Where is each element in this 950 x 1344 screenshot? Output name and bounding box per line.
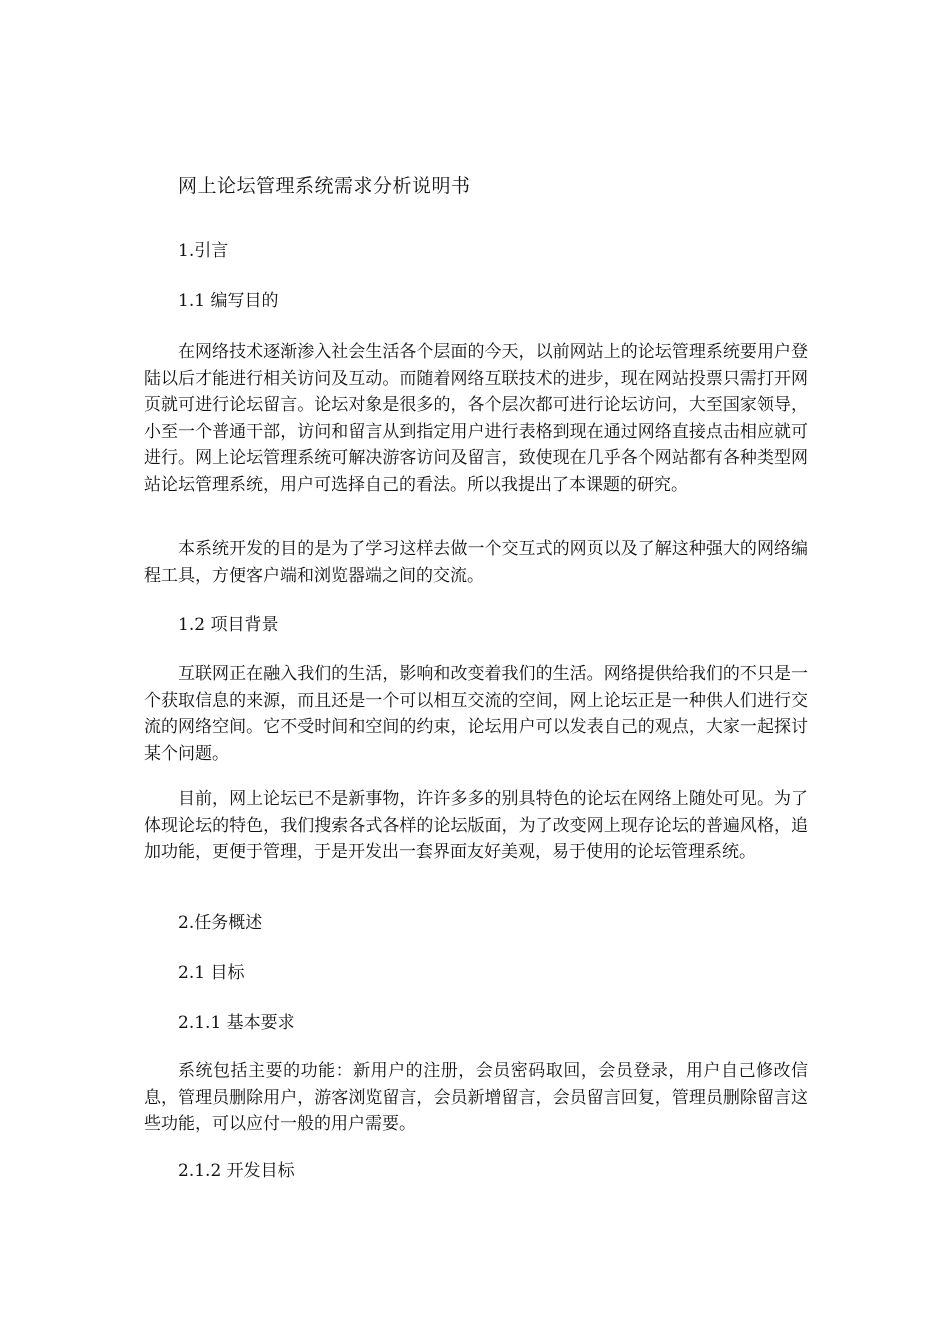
- paragraph-1-2-b: 目前，网上论坛已不是新事物，许许多多的别具特色的论坛在网络上随处可见。为了体现论坛的特色，我们搜索各式各样的论坛版面，为了改变网上现存论坛的普遍风格，追加功能，更便于管理，于是开发出一套界面友好美观，易于使用的论坛管理系统。: [144, 789, 808, 863]
- section-heading-2: 2.任务概述: [178, 913, 263, 933]
- section-heading-2-1-2: 2.1.2 开发目标: [178, 1161, 295, 1181]
- paragraph-1-1-b: 本系统开发的目的是为了学习这样去做一个交互式的网页以及了解这种强大的网络编程工具，方便客户端和浏览器端之间的交流。: [144, 539, 808, 586]
- section-heading-1-2: 1.2 项目背景: [178, 615, 279, 635]
- section-heading-1-1: 1.1 编写目的: [178, 291, 279, 311]
- section-heading-2-1-1: 2.1.1 基本要求: [178, 1013, 295, 1033]
- paragraph-1-1-a: 在网络技术逐渐渗入社会生活各个层面的今天，以前网站上的论坛管理系统要用户登陆以后才能进行相关访问及互动。而随着网络互联技术的进步，现在网站投票只需打开网页就可进行论坛留言。论坛对象是很多的，各个层次都可进行论坛访问，大至国家领导，小至一个普通干部，访问和留言从到指定用户进行表格到现在通过网络直接点击相应就可进行。网上论坛管理系统可解决游客访问及留言，致使现在几乎各个网站都有各种类型网站论坛管理系统，用户可选择自己的看法。所以我提出了本课题的研究。: [144, 342, 808, 495]
- document-title: 网上论坛管理系统需求分析说明书: [178, 175, 471, 197]
- paragraph-2-1-1: 系统包括主要的功能：新用户的注册，会员密码取回，会员登录，用户自己修改信息，管理员删除用户，游客浏览留言，会员新增留言，会员留言回复，管理员删除留言这些功能，可以应付一般的用户需要。: [144, 1061, 808, 1135]
- paragraph-1-2-a: 互联网正在融入我们的生活，影响和改变着我们的生活。网络提供给我们的不只是一个获取信息的来源，而且还是一个可以相互交流的空间，网上论坛正是一种供人们进行交流的网络空间。它不受时间和空间的约束，论坛用户可以发表自己的观点，大家一起探讨某个问题。: [144, 664, 808, 764]
- section-heading-1: 1.引言: [178, 241, 229, 261]
- section-heading-2-1: 2.1 目标: [178, 963, 245, 983]
